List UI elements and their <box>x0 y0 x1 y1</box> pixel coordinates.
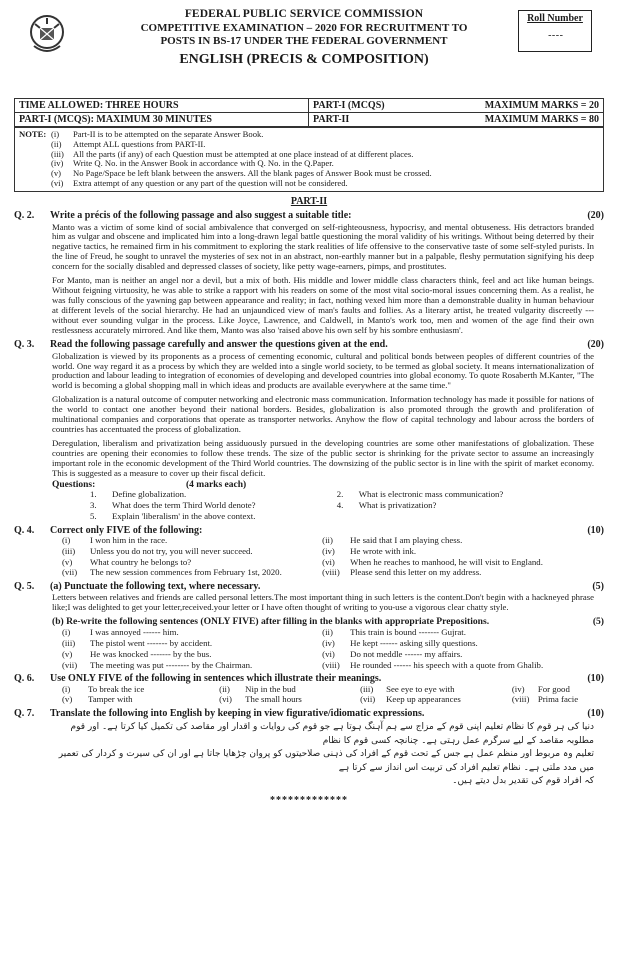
q6-items <box>14 685 604 706</box>
time-allowed: TIME ALLOWED: THREE HOURS <box>15 99 309 113</box>
list-item: (i) I was annoyed ------ him. <box>62 626 179 637</box>
q2-passage-2: For Manto, man is neither an angel nor a devil, but a mix of both. His middle and lower middle class characters think, feel and act like human beings. Without feigning virtuosity, he was able to strike a rapport with his readers on some of the most vital socio-moral issues concerning them. As a realist, he was fully conscious of the yawning gap between appearance and reality; in fact, nothing vexed him more than a demonstrable duality in human behaviour at different levels of the social hierarchy. He had an unjaundiced view of man's faults and follies. As a literary artist, he treated vulgarity discreetly --- without ever sounding vulgar in the process. Like Joyce, Lawrence, and Caldwell, in Manto's work too, men and women of the age find their own restlessness accurately mirrored. And like them, Manto was also 'raised above his own self by his sombre enthusiasm'. <box>52 275 594 335</box>
list-item: (iv) For good <box>511 683 570 694</box>
urdu-line: کہ افراد قوم کی تقدیر بدل دیتے ہیں۔ <box>452 776 594 787</box>
q3-questions-heading: Questions: (4 marks each) <box>52 479 247 490</box>
exam-posts: POSTS IN BS-17 UNDER THE FEDERAL GOVERNMENT <box>160 35 448 48</box>
note-item: (ii) Attempt ALL questions from PART-II. <box>51 139 206 149</box>
question-5-heading: Q. 5. (a) Punctuate the following text, where necessary. (5) <box>14 581 604 593</box>
list-item: (vi) Do not meddle ------ my affairs. <box>322 648 463 659</box>
part1-label: PART-I (MCQS) <box>309 99 453 113</box>
question-4-heading: Q. 4. Correct only FIVE of the following: (10) <box>14 524 604 536</box>
list-item: (v) What country he belongs to? <box>62 556 192 567</box>
end-of-paper-marker: ************* <box>270 794 348 806</box>
roll-number-value: - - - - <box>548 30 562 42</box>
list-item: (vi) When he reaches to manhood, he will visit to England. <box>322 556 543 567</box>
q3-passage-1: Globalization is viewed by its proponents as a process of cementing economic, cultural and political bonds between peoples of different countries of the world. One way regard it as a process by which they are welded into a single world society, to be termed as global society. It means internationalization of production and labour leading to integration of economies of developing and developed countries into global economy. To quote Rosaberth M.Kanter, "The world is becoming a global shopping mall in which ideas and products are available everywhere at the same time." <box>52 350 594 391</box>
commission-name: FEDERAL PUBLIC SERVICE COMMISSION <box>184 8 424 20</box>
q2-passage-1: Manto was a victim of some kind of social ambivalence that converged on self-righteousness, hypocrisy, and mental obtuseness. His detractors branded him as vulgar and obscene and implicated him into a long-drawn legal battle questioning the moral validity of his writings. Without being deterred by their negative tactics, he remained firm in his commitment to exploring the stark realities of life offensive to the conservative taste of some self-styled purists. In the line of Freud, he sought to unravel the mysteries of sex not in an abstract, non-earthly manner but in a palpable, fleshy permutation signifying his deep concern for the socially disabled and depressed classes of society, like petty wage-earners, pimps, and prostitutes. <box>52 221 594 272</box>
list-item: 1. Define globalization. <box>90 489 187 500</box>
q5-punctuation-text: Letters between relatives and friends are called personal letters.The most important thing in such letters is the content.Don't begin with a hackneyed phrase like;I was delighted to get your letter,received.your letter or I have often thought of writing to you-use a vigorous clear chatty style. <box>52 592 594 613</box>
list-item: 2. What is electronic mass communication? <box>336 489 504 500</box>
note-item: (vi) Extra attempt of any question or any part of the question will not be considered. <box>51 177 348 188</box>
subject-title: ENGLISH (PRECIS & COMPOSITION) <box>179 51 429 67</box>
exam-info-table <box>14 98 604 127</box>
q3-passage-2: Globalization is a natural outcome of computer networking and electronic mass communication. Information technology has made it possible for nations of the world to contact one another beyond their national borders. Besides, globalization is also promoted through the growth and proliferation of multinational companies and corporations that operate as transporter networks. Anyhow the flow of capital technology and labour across the borders of countries has accentuated the process of globalization. <box>52 394 594 434</box>
part1-marks: MAXIMUM MARKS = 20 <box>453 99 603 113</box>
list-item: (iv) He kept ------ asking silly questions. <box>322 637 478 648</box>
part2-title: PART-II <box>290 196 328 208</box>
q3-questions-list <box>14 490 604 522</box>
q4-items <box>14 536 604 578</box>
list-item: (viii) Please send this letter on my address. <box>322 567 482 578</box>
government-emblem-icon <box>26 12 68 58</box>
list-item: 4. What is privatization? <box>336 500 437 510</box>
q5-part-b-heading: (b) Re-write the following sentences (ONLY FIVE) after filling in the blanks with appropriate Prepositions. (5) <box>52 616 604 628</box>
urdu-passage <box>14 721 604 789</box>
urdu-line: تعلیم وہ مربوط اور منظم عمل ہے جس کے تحت قوم کے افراد کی ذہنی صلاحیتوں کو پروان چڑھایا جاتا ہے اور ان کی سیرت و کردار کی تعمیر میں مدد ملتی ہے۔ نظام تعلیم افراد کی تربیت اس انداز سے کرتا ہے <box>58 749 594 773</box>
part2-label: PART-II <box>309 113 453 127</box>
note-item: (iv) Write Q. No. in the Answer Book in accordance with Q. No. in the Q.Paper. <box>51 158 334 169</box>
question-3-heading: Q. 3. Read the following passage carefully and answer the questions given at the end. (20) <box>14 339 604 351</box>
list-item: 5. Explain 'liberalism' in the above context. <box>90 510 256 521</box>
list-item: (v) He was knocked ------- by the bus. <box>62 648 212 659</box>
note-item: (iii) All the parts (if any) of each Question must be attempted at one place instead of at different places. <box>51 148 414 159</box>
note-box <box>14 127 604 192</box>
list-item: (viii) He rounded ------ his speech with a quote from Ghalib. <box>322 659 544 670</box>
exam-title: COMPETITIVE EXAMINATION – 2020 FOR RECRUITMENT TO <box>140 21 468 34</box>
list-item: (ii) This train is bound ------- Gujrat. <box>322 626 466 637</box>
q5-items <box>14 628 604 670</box>
list-item: (iv) He wrote with ink. <box>322 545 417 556</box>
paper-header <box>14 6 604 98</box>
note-item: NOTE: (i) Part-II is to be attempted on the separate Answer Book. <box>19 129 264 140</box>
list-item: (iii) Unless you do not try, you will never succeed. <box>62 545 253 556</box>
list-item: (ii) Nip in the bud <box>219 683 296 694</box>
question-6-heading: Q. 6. Use ONLY FIVE of the following in sentences which illustrate their meanings. (10) <box>14 673 604 685</box>
list-item: (i) I won him in the race. <box>62 534 168 545</box>
part2-marks: MAXIMUM MARKS = 80 <box>453 113 603 127</box>
list-item: (vii) The meeting was put -------- by the Chairman. <box>62 659 253 670</box>
list-item: (iii) See eye to eye with <box>360 683 455 694</box>
urdu-line: دنیا کی ہر قوم کا نظام تعلیم اپنی قوم کے مزاج سے ہم آہنگ ہوتا ہے جو قوم کی روایات و اقدار اور مقاصد کی تکمیل کیا کرتا ہے۔ اور قوم مطلوبہ مقاصد کے لیے سرگرم عمل رہتی ہے۔ چنانچہ کسی قوم کا نظام <box>70 722 594 746</box>
list-item: (i) To break the ice <box>62 683 145 694</box>
list-item: (v) Tamper with <box>62 694 133 705</box>
question-2-heading: Q. 2. Write a précis of the following passage and also suggest a suitable title: (20) <box>14 210 604 222</box>
note-item: (v) No Page/Space be left blank between the answers. All the blank pages of Answer Book must be crossed. <box>51 167 432 178</box>
part1-time: PART-I (MCQS): MAXIMUM 30 MINUTES <box>15 113 309 127</box>
list-item: (iii) The pistol went ------- by accident. <box>62 637 213 648</box>
list-item: 3. What does the term Third World denote? <box>90 500 256 510</box>
list-item: (viii) Prima facie <box>511 694 579 705</box>
roll-number-label: Roll Number <box>527 13 583 24</box>
list-item: (vii) Keep up appearances <box>360 694 461 705</box>
q3-passage-3: Deregulation, liberalism and privatization being assiduously pursued in the developing countries are some other manifestations of globalization. These countries are opening their economies to follow these trends. The size of the public sector is shrinking for the private sector to assume an increasingly important role in the economic development of the Third World countries. The downsizing of the public sector is in line with the spirit of market economy. This is suggested as a measure to cover up their fiscal deficit. <box>52 437 594 478</box>
list-item: (ii) He said that I am playing chess. <box>322 534 463 545</box>
list-item: (vii) The new session commences from February 1st, 2020. <box>62 567 282 578</box>
list-item: (vi) The small hours <box>219 694 302 705</box>
question-7-heading: Q. 7. Translate the following into English by keeping in view figurative/idiomatic expressions. (10) <box>14 708 604 720</box>
roll-number-box <box>518 10 592 52</box>
